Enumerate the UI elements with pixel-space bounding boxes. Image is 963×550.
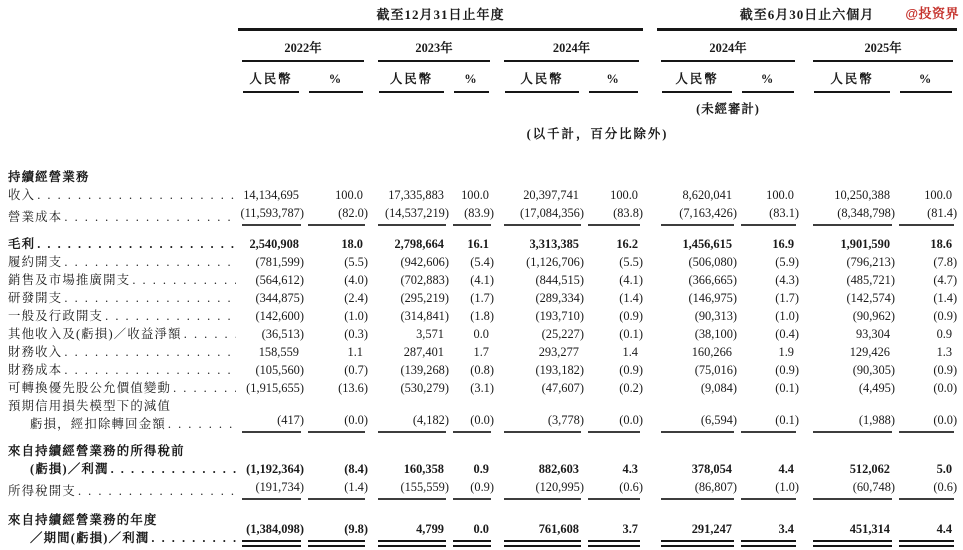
value-cell: (1.4) bbox=[619, 291, 644, 305]
value-cell: (83.1) bbox=[737, 204, 799, 226]
dot-leader bbox=[37, 186, 236, 204]
value-cell: (5.4) bbox=[470, 255, 494, 269]
value-cell: 287,401 bbox=[403, 345, 444, 359]
value-cell: (485,721) bbox=[846, 273, 896, 287]
value-cell: 378,054 bbox=[691, 462, 733, 476]
value-cell: (1.8) bbox=[470, 309, 494, 323]
value-cell: (0.1) bbox=[619, 327, 644, 341]
value-cell: (1.0) bbox=[775, 309, 800, 323]
value-cell: 3.7 bbox=[584, 511, 643, 547]
value-cell: (90,305) bbox=[852, 363, 896, 377]
percent-label: % bbox=[895, 62, 957, 93]
value-cell: (38,100) bbox=[694, 327, 738, 341]
income-statement-table bbox=[8, 6, 957, 547]
dot-leader bbox=[37, 235, 236, 253]
value-cell: (1,988) bbox=[809, 397, 895, 433]
value-cell: (4.0) bbox=[344, 273, 368, 287]
row-label: 履約開支 . . . bbox=[8, 253, 238, 271]
row-spacer bbox=[8, 500, 957, 511]
value-cell: (86,807) bbox=[657, 478, 737, 500]
row-revenue bbox=[8, 186, 957, 204]
units-note: (以千計，百分比除外) bbox=[526, 127, 669, 141]
value-cell: 1.7 bbox=[473, 345, 489, 359]
value-cell: (0.0) bbox=[584, 397, 643, 433]
value-cell: (1,192,364) bbox=[246, 462, 304, 476]
value-cell: (11,593,787) bbox=[238, 204, 304, 226]
row-spacer bbox=[8, 433, 957, 442]
value-cell: 4.4 bbox=[778, 462, 795, 476]
value-cell: 3,571 bbox=[416, 327, 444, 341]
row-label: 一般及行政開支 . . . bbox=[8, 307, 238, 325]
row-label: 來自持續經營業務的年度 ／期間(虧損)／利潤 . . . bbox=[8, 511, 238, 547]
value-cell: (1,384,098) bbox=[238, 511, 304, 547]
percent-label: % bbox=[449, 62, 494, 93]
value-cell: (0.0) bbox=[304, 397, 368, 433]
value-cell: (4.1) bbox=[470, 273, 494, 287]
value-cell: (81.4) bbox=[895, 204, 957, 226]
dot-leader bbox=[64, 361, 236, 379]
value-cell: (90,313) bbox=[694, 309, 738, 323]
value-cell: (0.1) bbox=[775, 381, 800, 395]
value-cell: (1.7) bbox=[470, 291, 494, 305]
interim-2025-header: 2025年 bbox=[809, 31, 957, 62]
value-cell: (13.6) bbox=[338, 381, 368, 395]
value-cell: 0.0 bbox=[449, 511, 494, 547]
value-cell: (193,710) bbox=[535, 309, 584, 323]
value-cell: 1.1 bbox=[347, 345, 363, 359]
value-cell: 3,313,385 bbox=[529, 237, 579, 251]
row-finance-income bbox=[8, 343, 957, 361]
value-cell: (0.0) bbox=[895, 397, 957, 433]
rmb-label: 人民幣 bbox=[657, 62, 737, 93]
value-cell: 1.3 bbox=[936, 345, 953, 359]
value-cell: (36,513) bbox=[261, 327, 304, 341]
value-cell: 93,304 bbox=[855, 327, 891, 341]
value-cell: (120,995) bbox=[500, 478, 584, 500]
rmb-label: 人民幣 bbox=[238, 62, 304, 93]
row-label: 研發開支 . . . bbox=[8, 289, 238, 307]
value-cell: 17,335,883 bbox=[388, 188, 444, 202]
value-cell: 18.6 bbox=[930, 237, 953, 251]
value-cell: 2,540,908 bbox=[249, 237, 299, 251]
value-cell: (0.0) bbox=[449, 397, 494, 433]
value-cell: (796,213) bbox=[846, 255, 896, 269]
year-2024-header: 2024年 bbox=[500, 31, 643, 62]
value-cell: (83.9) bbox=[449, 204, 494, 226]
percent-label: % bbox=[584, 62, 643, 93]
row-label: 財務成本 . . . bbox=[8, 361, 238, 379]
rmb-label: 人民幣 bbox=[500, 62, 584, 93]
value-cell: (60,748) bbox=[809, 478, 895, 500]
value-cell: (1.7) bbox=[775, 291, 800, 305]
period-header-row bbox=[8, 6, 957, 31]
value-cell: 1,901,590 bbox=[840, 237, 891, 251]
value-cell: (0.8) bbox=[470, 363, 494, 377]
percent-label: % bbox=[304, 62, 368, 93]
value-cell: (191,734) bbox=[238, 478, 304, 500]
value-cell: (702,883) bbox=[400, 273, 449, 287]
dot-leader bbox=[111, 460, 236, 478]
value-cell: (0.9) bbox=[449, 478, 494, 500]
value-cell: (314,841) bbox=[400, 309, 449, 323]
value-cell: 4,799 bbox=[374, 511, 449, 547]
value-cell: 4.3 bbox=[622, 462, 639, 476]
value-cell: (0.0) bbox=[933, 381, 958, 395]
value-cell: 20,397,741 bbox=[523, 188, 579, 202]
row-fv-change-preferred-shares bbox=[8, 379, 957, 397]
value-cell: 0.9 bbox=[473, 462, 489, 476]
row-label: 可轉換優先股公允價值變動 . . . bbox=[8, 379, 238, 397]
value-cell: 3.4 bbox=[737, 511, 799, 547]
value-cell: (0.1) bbox=[737, 397, 799, 433]
value-cell: (9,084) bbox=[700, 381, 738, 395]
value-cell: (5.5) bbox=[619, 255, 644, 269]
value-cell: 129,426 bbox=[849, 345, 891, 359]
value-cell: (289,334) bbox=[535, 291, 584, 305]
value-cell: (25,227) bbox=[541, 327, 584, 341]
row-other-income-net bbox=[8, 325, 957, 343]
row-label: 收入 . . . bbox=[8, 186, 238, 204]
value-cell: (0.9) bbox=[619, 309, 644, 323]
dot-leader bbox=[151, 529, 236, 547]
value-cell: (4,182) bbox=[374, 397, 449, 433]
dot-leader bbox=[64, 289, 236, 307]
value-cell: 160,266 bbox=[691, 345, 733, 359]
annual-period-title: 截至12月31日止年度 bbox=[238, 6, 643, 31]
value-cell: (5.5) bbox=[344, 255, 368, 269]
value-cell: 0.9 bbox=[936, 327, 953, 341]
value-cell: (0.9) bbox=[933, 363, 958, 377]
dot-leader bbox=[105, 307, 236, 325]
row-label: 來自持續經營業務的所得稅前 (虧損)／利潤 . . . bbox=[8, 442, 238, 478]
row-ecl-impairment bbox=[8, 397, 957, 433]
year-header-row bbox=[8, 31, 957, 62]
value-cell: 4.4 bbox=[895, 511, 957, 547]
row-fulfillment-expenses bbox=[8, 253, 957, 271]
value-cell: (0.2) bbox=[619, 381, 644, 395]
value-cell: (4.3) bbox=[775, 273, 800, 287]
value-cell: 1,456,615 bbox=[682, 237, 733, 251]
value-cell: 100.0 bbox=[335, 188, 363, 202]
value-cell: 512,062 bbox=[849, 462, 891, 476]
row-label: 毛利 . . . bbox=[8, 235, 238, 253]
value-cell: (344,875) bbox=[255, 291, 304, 305]
value-cell: (5.9) bbox=[775, 255, 800, 269]
value-cell: (3.1) bbox=[470, 381, 494, 395]
value-cell: 16.9 bbox=[772, 237, 795, 251]
watermark-logo: @投资界 bbox=[905, 6, 959, 21]
value-cell: 882,603 bbox=[538, 462, 579, 476]
dot-leader bbox=[64, 208, 236, 226]
row-label: 持續經營業務 bbox=[8, 170, 90, 184]
rmb-label: 人民幣 bbox=[809, 62, 895, 93]
value-cell: 158,559 bbox=[258, 345, 299, 359]
row-pretax-profit bbox=[8, 442, 957, 478]
value-cell: (0.4) bbox=[775, 327, 800, 341]
year-2023-header: 2023年 bbox=[374, 31, 494, 62]
value-cell: (844,515) bbox=[535, 273, 584, 287]
value-cell: (4.7) bbox=[933, 273, 958, 287]
row-label: 財務收入 . . . bbox=[8, 343, 238, 361]
value-cell: 100.0 bbox=[924, 188, 953, 202]
value-cell: 2,798,664 bbox=[394, 237, 444, 251]
value-cell: (1.4) bbox=[933, 291, 958, 305]
value-cell: (4,495) bbox=[858, 381, 896, 395]
dot-leader bbox=[184, 325, 236, 343]
interim-period-title: 截至6月30日止六個月 bbox=[657, 6, 957, 31]
row-label: 預期信用損失模型下的減值 虧損，經扣除轉回金額 . . . bbox=[8, 397, 238, 433]
dot-leader bbox=[64, 253, 236, 271]
value-cell: (0.6) bbox=[895, 478, 957, 500]
row-spacer bbox=[8, 226, 957, 235]
value-cell: (0.7) bbox=[344, 363, 368, 377]
row-cost-of-sales bbox=[8, 204, 957, 226]
row-rd-expenses bbox=[8, 289, 957, 307]
value-cell: (155,559) bbox=[374, 478, 449, 500]
value-cell: (83.8) bbox=[584, 204, 643, 226]
value-cell: (82.0) bbox=[304, 204, 368, 226]
currency-header-row bbox=[8, 62, 957, 93]
row-gross-profit bbox=[8, 235, 957, 253]
row-label: 營業成本 . . . bbox=[8, 204, 238, 226]
value-cell: 5.0 bbox=[936, 462, 953, 476]
value-cell: (146,975) bbox=[688, 291, 738, 305]
row-label: 其他收入及(虧損)／收益淨額 . . . bbox=[8, 325, 238, 343]
value-cell: (142,574) bbox=[846, 291, 896, 305]
value-cell: (0.9) bbox=[619, 363, 644, 377]
value-cell: (47,607) bbox=[541, 381, 584, 395]
value-cell: (7.8) bbox=[933, 255, 958, 269]
value-cell: 291,247 bbox=[657, 511, 737, 547]
value-cell: (3,778) bbox=[500, 397, 584, 433]
value-cell: (1.0) bbox=[344, 309, 368, 323]
value-cell: (0.9) bbox=[775, 363, 800, 377]
value-cell: (1.4) bbox=[304, 478, 368, 500]
value-cell: 100.0 bbox=[610, 188, 639, 202]
value-cell: (9.8) bbox=[304, 511, 368, 547]
value-cell: (90,962) bbox=[852, 309, 896, 323]
value-cell: (7,163,426) bbox=[657, 204, 737, 226]
value-cell: (14,537,219) bbox=[374, 204, 449, 226]
value-cell: 160,358 bbox=[403, 462, 444, 476]
value-cell: (1.0) bbox=[737, 478, 799, 500]
dot-leader bbox=[168, 415, 236, 433]
value-cell: 14,134,695 bbox=[243, 188, 299, 202]
value-cell: 1.9 bbox=[778, 345, 795, 359]
value-cell: (142,600) bbox=[255, 309, 304, 323]
row-label: 所得稅開支 . . . bbox=[8, 478, 238, 500]
dot-leader bbox=[132, 271, 236, 289]
value-cell: (75,016) bbox=[694, 363, 738, 377]
value-cell: (0.9) bbox=[933, 309, 958, 323]
value-cell: (417) bbox=[238, 397, 304, 433]
value-cell: (366,665) bbox=[688, 273, 738, 287]
value-cell: (506,080) bbox=[688, 255, 738, 269]
value-cell: 16.1 bbox=[467, 237, 489, 251]
unaudited-note: (未經審計) bbox=[696, 102, 760, 116]
value-cell: (530,279) bbox=[400, 381, 449, 395]
row-continuing-operations-header bbox=[8, 143, 957, 186]
value-cell: (295,219) bbox=[400, 291, 449, 305]
value-cell: (0.6) bbox=[584, 478, 643, 500]
value-cell: 0.0 bbox=[473, 327, 489, 341]
value-cell: 451,314 bbox=[809, 511, 895, 547]
value-cell: (105,560) bbox=[255, 363, 304, 377]
value-cell: 16.2 bbox=[616, 237, 639, 251]
row-profit-for-period bbox=[8, 511, 957, 547]
value-cell: 100.0 bbox=[461, 188, 489, 202]
value-cell: (781,599) bbox=[255, 255, 304, 269]
value-cell: (6,594) bbox=[657, 397, 737, 433]
value-cell: 1.4 bbox=[622, 345, 639, 359]
value-cell: 761,608 bbox=[500, 511, 584, 547]
value-cell: (942,606) bbox=[400, 255, 449, 269]
row-finance-costs bbox=[8, 361, 957, 379]
value-cell: 10,250,388 bbox=[834, 188, 891, 202]
interim-2024-header: 2024年 bbox=[657, 31, 799, 62]
row-label: 銷售及市場推廣開支 . . . bbox=[8, 271, 238, 289]
value-cell: (8.4) bbox=[344, 462, 368, 476]
percent-label: % bbox=[737, 62, 799, 93]
value-cell: (0.3) bbox=[344, 327, 368, 341]
value-cell: (2.4) bbox=[344, 291, 368, 305]
dot-leader bbox=[64, 343, 236, 361]
value-cell: (564,612) bbox=[255, 273, 304, 287]
value-cell: 293,277 bbox=[538, 345, 579, 359]
value-cell: (1,126,706) bbox=[526, 255, 584, 269]
rmb-label: 人民幣 bbox=[374, 62, 449, 93]
value-cell: (8,348,798) bbox=[809, 204, 895, 226]
dot-leader bbox=[173, 379, 236, 397]
row-general-admin-expenses bbox=[8, 307, 957, 325]
value-cell: (4.1) bbox=[619, 273, 644, 287]
value-cell: 18.0 bbox=[341, 237, 363, 251]
value-cell: (1,915,655) bbox=[246, 381, 304, 395]
units-note-row bbox=[8, 118, 957, 143]
value-cell: (193,182) bbox=[535, 363, 584, 377]
row-selling-marketing-expenses bbox=[8, 271, 957, 289]
value-cell: (139,268) bbox=[400, 363, 449, 377]
value-cell: 8,620,041 bbox=[682, 188, 733, 202]
row-income-tax-expense bbox=[8, 478, 957, 500]
dot-leader bbox=[78, 482, 236, 500]
unaudited-note-row bbox=[8, 93, 957, 118]
value-cell: (17,084,356) bbox=[500, 204, 584, 226]
year-2022-header: 2022年 bbox=[238, 31, 368, 62]
value-cell: 100.0 bbox=[766, 188, 795, 202]
